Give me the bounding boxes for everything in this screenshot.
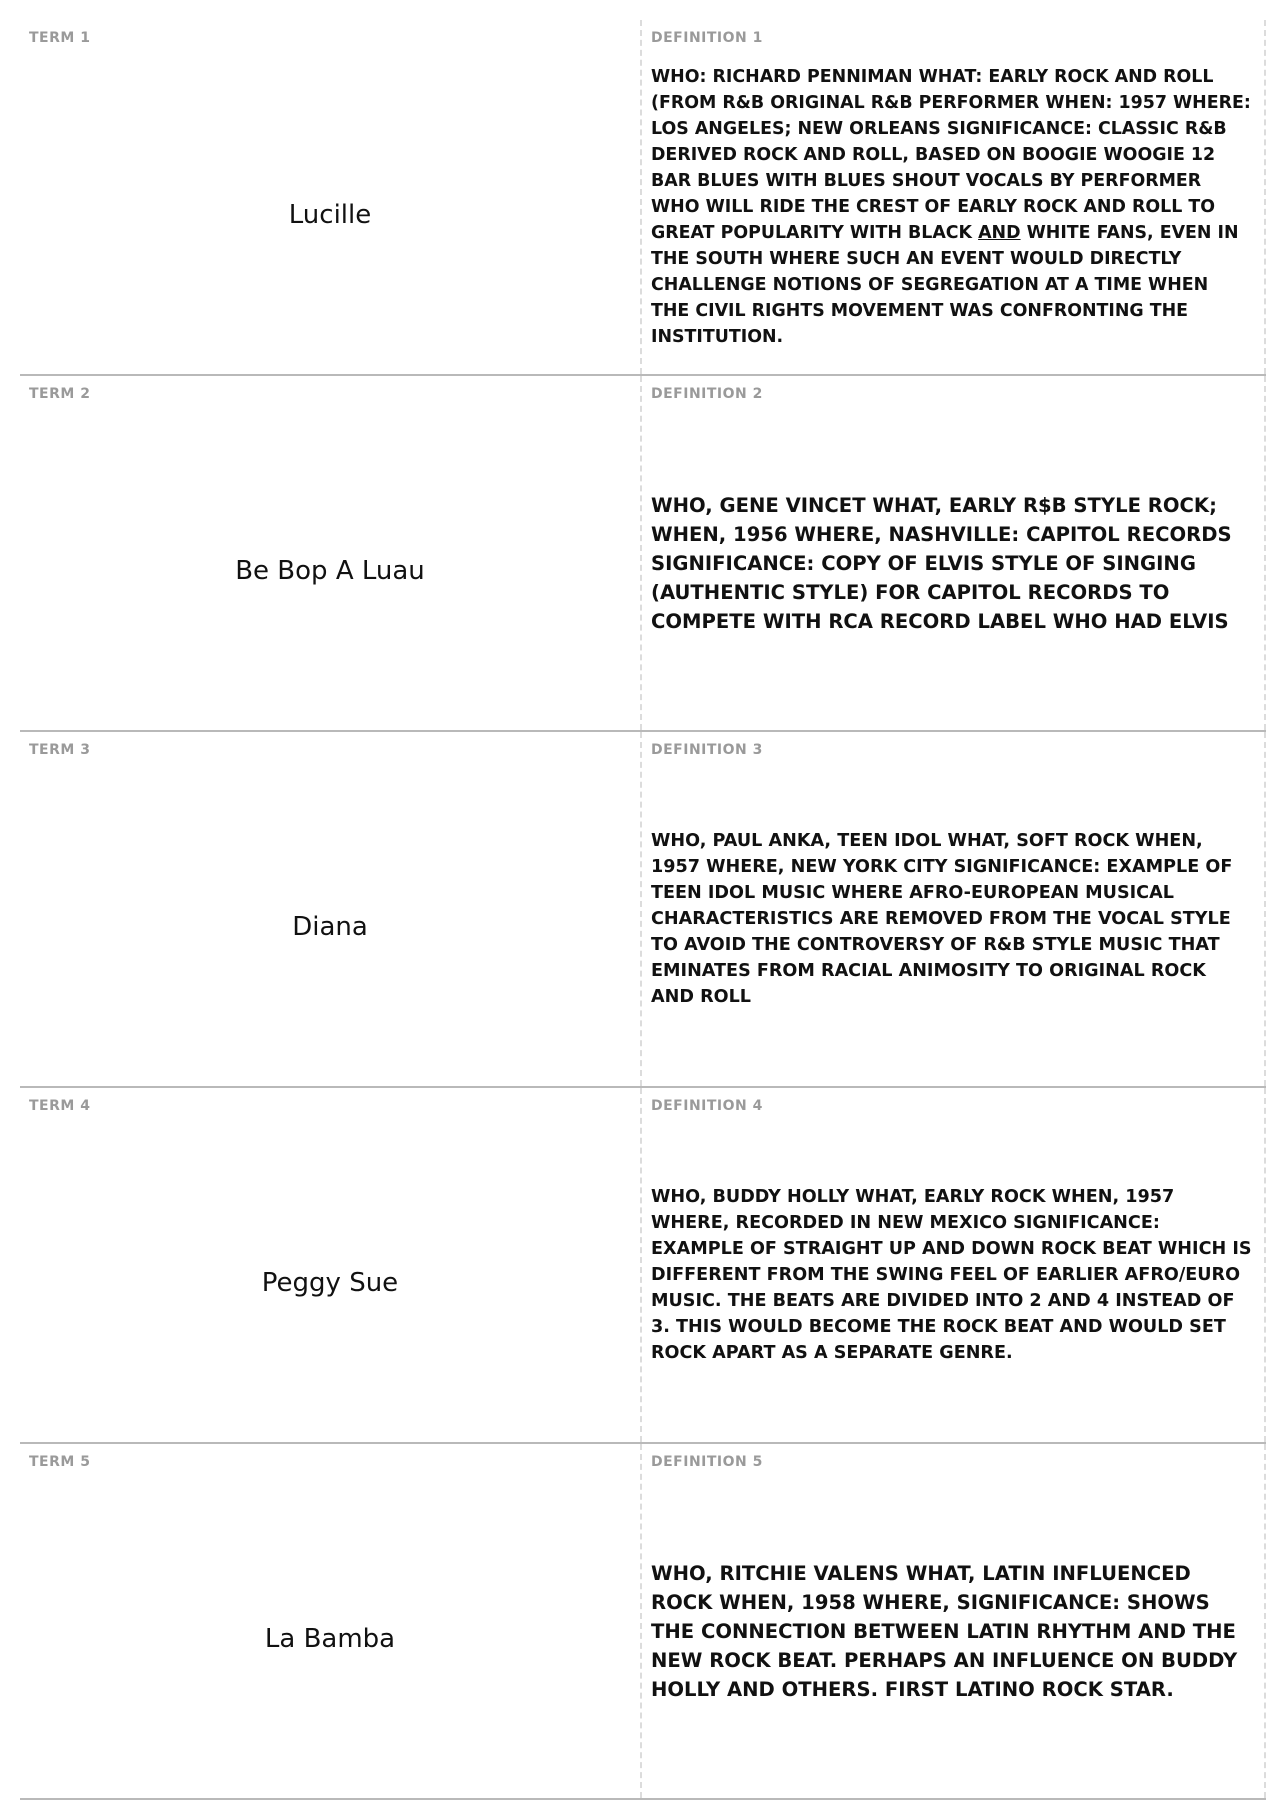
definition-label-3: DEFINITION 3: [651, 742, 763, 758]
term-label-2: TERM 2: [29, 386, 91, 402]
definition-cell-3: [642, 732, 1266, 1086]
definition-cell-2: [642, 376, 1266, 730]
term-cell-5: [20, 1444, 642, 1798]
term-text-4: Peggy Sue: [261, 1268, 399, 1298]
term-text-2: Be Bop A Luau: [235, 556, 425, 586]
term-cell-1: [20, 20, 642, 374]
definition-body-4: [651, 1122, 1252, 1428]
definition-text-3: WHO, PAUL ANKA, TEEN IDOL WHAT, SOFT ROCK WHEN, 1957 WHERE, NEW YORK CITY SIGNIFICANCE: EXAMPLE OF TEEN IDOL MUSIC WHERE AFRO-EUROPEAN MUSICAL CHARACTERISTICS ARE REMOVED FROM THE VOCAL STYLE TO AVOID THE CONTROVERSY OF R&B STYLE MUSIC THAT EMINATES FROM RACIAL ANIMOSITY TO ORIGINAL ROCK AND ROLL: [651, 831, 1233, 1007]
flashcard-2: [20, 376, 1266, 732]
flashcard-sheet: [20, 20, 1266, 1800]
term-label-4: TERM 4: [29, 1098, 91, 1114]
term-text-1: Lucille: [288, 200, 372, 230]
term-label-5: TERM 5: [29, 1454, 91, 1470]
definition-cell-4: [642, 1088, 1266, 1442]
definition-text-1: [651, 64, 1252, 350]
term-text-5: La Bamba: [264, 1624, 396, 1654]
definition-body-5: [651, 1478, 1252, 1784]
definition-label-4: DEFINITION 4: [651, 1098, 763, 1114]
definition-cell-1: [642, 20, 1266, 374]
flashcard-1: [20, 20, 1266, 376]
definition-text-4: WHO, BUDDY HOLLY WHAT, EARLY ROCK WHEN, 1957 WHERE, RECORDED IN NEW MEXICO SIGNIFICANCE: EXAMPLE OF STRAIGHT UP AND DOWN ROCK BEAT WHICH IS DIFFERENT FROM THE SWING FEEL OF EARLIER AFRO/EURO MUSIC. THE BEATS ARE DIVIDED INTO 2 AND 4 INSTEAD OF 3. THIS WOULD BECOME THE ROCK BEAT AND WOULD SET ROCK APART AS A SEPARATE GENRE.: [651, 1187, 1252, 1363]
term-cell-3: [20, 732, 642, 1086]
definition-text-2: WHO, GENE VINCET WHAT, EARLY R$B STYLE ROCK; WHEN, 1956 WHERE, NASHVILLE: CAPITOL RECORDS SIGNIFICANCE: COPY OF ELVIS STYLE OF SINGING (AUTHENTIC STYLE) FOR CAPITOL RECORDS TO COMPETE WITH RCA RECORD LABEL WHO HAD ELVIS: [651, 493, 1232, 633]
term-cell-2: [20, 376, 642, 730]
definition-label-1: DEFINITION 1: [651, 30, 763, 46]
term-text-3: Diana: [292, 912, 368, 942]
term-label-3: TERM 3: [29, 742, 91, 758]
term-label-1: TERM 1: [29, 30, 91, 46]
definition-text-1-part-b: WHITE FANS, EVEN IN THE SOUTH WHERE SUCH AN EVENT WOULD DIRECTLY CHALLENGE NOTIONS OF SEGREGATION AT A TIME WHEN THE CIVIL RIGHTS MOVEMENT WAS CONFRONTING THE INSTITUTION.: [651, 223, 1239, 347]
flashcard-3: [20, 732, 1266, 1088]
definition-body-2: [651, 410, 1252, 716]
definition-text-5: WHO, RITCHIE VALENS WHAT, LATIN INFLUENCED ROCK WHEN, 1958 WHERE, SIGNIFICANCE: SHOWS THE CONNECTION BETWEEN LATIN RHYTHM AND THE NEW ROCK BEAT. PERHAPS AN INFLUENCE ON BUDDY HOLLY AND OTHERS. FIRST LATINO ROCK STAR.: [651, 1561, 1238, 1701]
flashcard-5: [20, 1444, 1266, 1798]
term-cell-4: [20, 1088, 642, 1442]
flashcard-4: [20, 1088, 1266, 1444]
definition-body-1: [651, 54, 1252, 360]
definition-label-5: DEFINITION 5: [651, 1454, 763, 1470]
definition-body-3: [651, 766, 1252, 1072]
definition-text-1-underlined: AND: [978, 223, 1021, 243]
definition-cell-5: [642, 1444, 1266, 1798]
definition-label-2: DEFINITION 2: [651, 386, 763, 402]
definition-text-1-part-a: WHO: RICHARD PENNIMAN WHAT: EARLY ROCK AND ROLL (FROM R&B ORIGINAL R&B PERFORMER WHEN: 1957 WHERE: LOS ANGELES; NEW ORLEANS SIGNIFICANCE: CLASSIC R&B DERIVED ROCK AND ROLL, BASED ON BOOGIE WOOGIE 12 BAR BLUES WITH BLUES SHOUT VOCALS BY PERFORMER WHO WILL RIDE THE CREST OF EARLY ROCK AND ROLL TO GREAT POPULARITY WITH BLACK: [651, 67, 1251, 243]
